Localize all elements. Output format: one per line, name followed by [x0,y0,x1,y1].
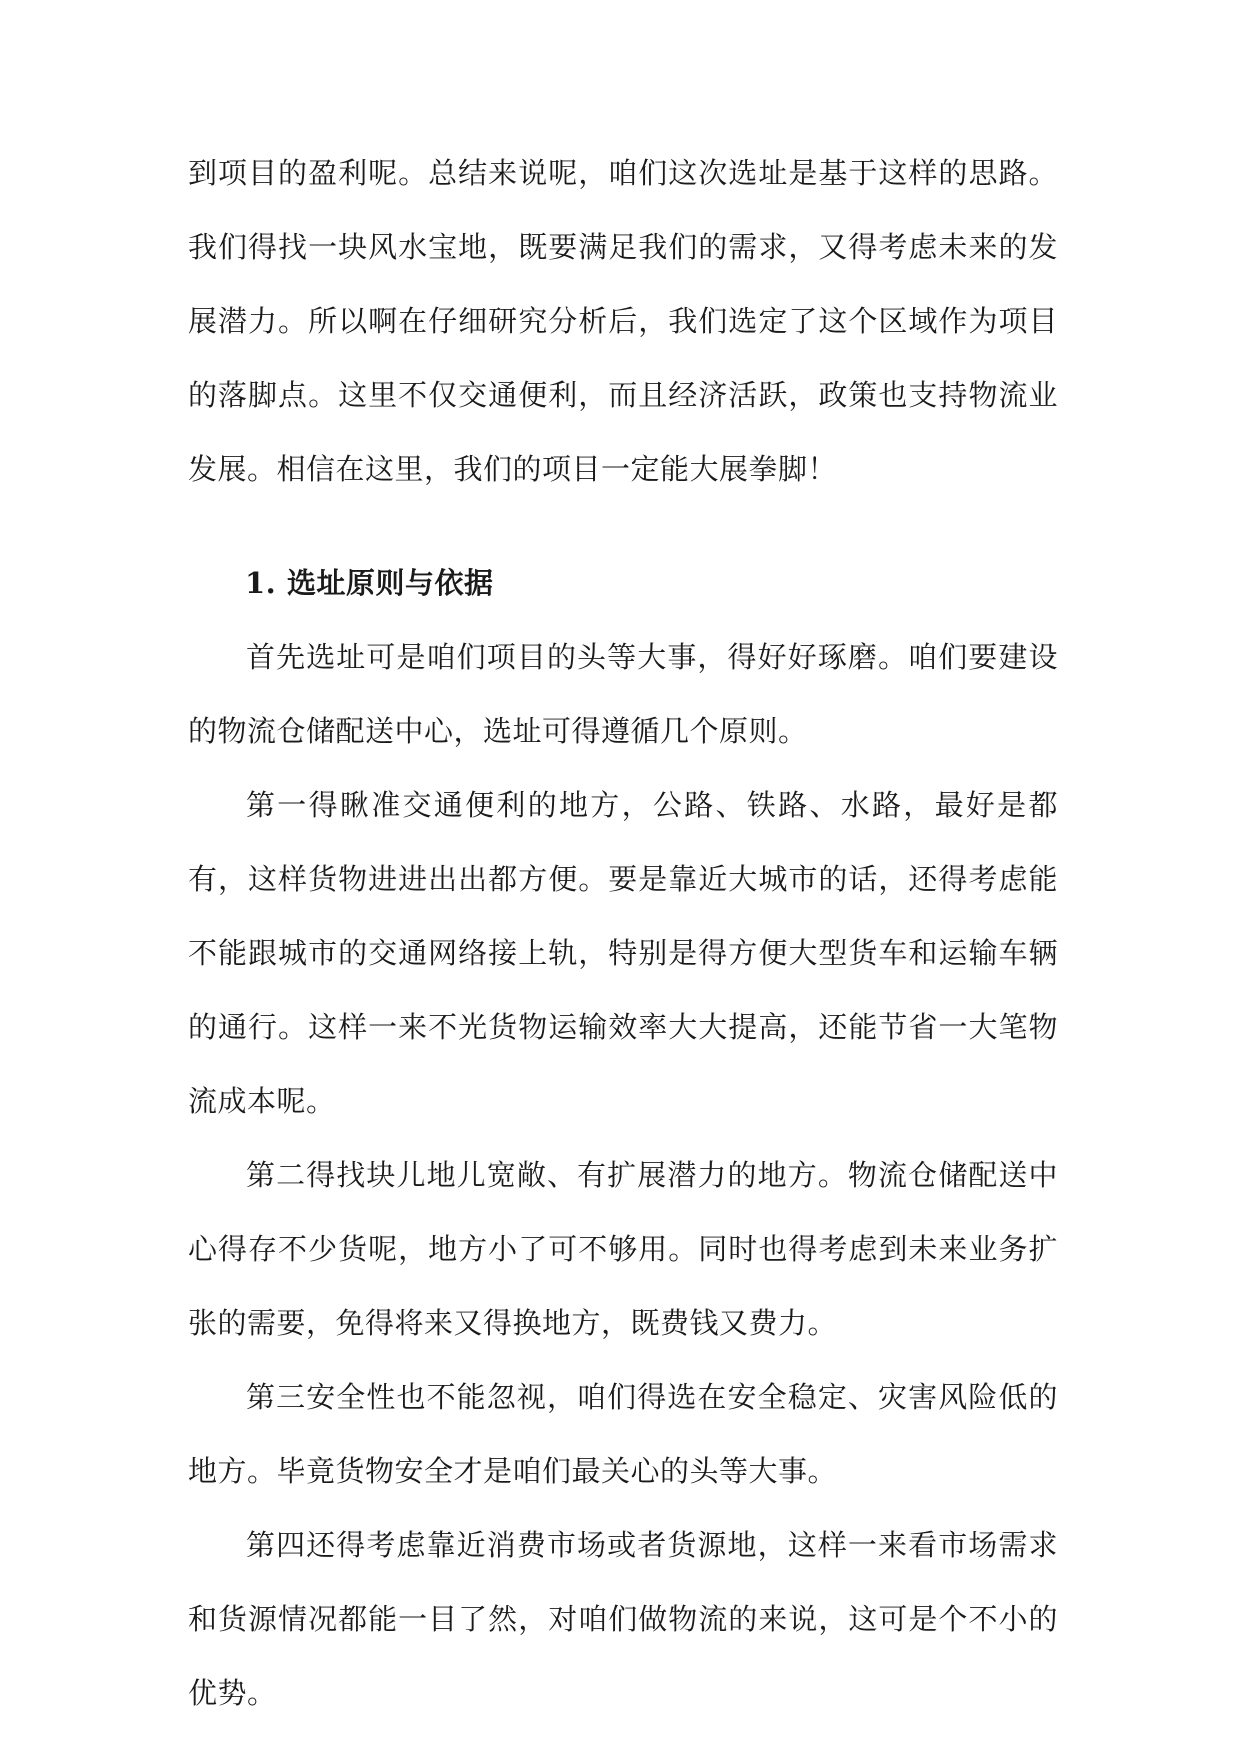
body-paragraph-1: 首先选址可是咱们项目的头等大事，得好好琢磨。咱们要建设的物流仓储配送中心，选址可得遵循几个原则。 [188,640,1058,748]
body-paragraph-4: 第三安全性也不能忽视，咱们得选在安全稳定、灾害风险低的地方。毕竟货物安全才是咱们最关心的头等大事。 [188,1380,1058,1488]
section-body [188,620,1058,1730]
section-heading [245,546,494,620]
intro-text-block [188,136,1058,506]
body-paragraph-2: 第一得瞅准交通便利的地方，公路、铁路、水路，最好是都有，这样货物进进出出都方便。要是靠近大城市的话，还得考虑能不能跟城市的交通网络接上轨，特别是得方便大型货车和运输车辆的通行。这样一来不光货物运输效率大大提高，还能节省一大笔物流成本呢。 [188,788,1058,1118]
section-title: 选址原则与依据 [287,566,494,600]
body-paragraph-3: 第二得找块儿地儿宽敞、有扩展潜力的地方。物流仓储配送中心得存不少货呢，地方小了可不够用。同时也得考虑到未来业务扩张的需要，免得将来又得换地方，既费钱又费力。 [188,1158,1058,1340]
intro-paragraph: 到项目的盈利呢。总结来说呢，咱们这次选址是基于这样的思路。我们得找一块风水宝地，既要满足我们的需求，又得考虑未来的发展潜力。所以啊在仔细研究分析后，我们选定了这个区域作为项目的落脚点。这里不仅交通便利，而且经济活跃，政策也支持物流业发展。相信在这里，我们的项目一定能大展拳脚！ [188,156,1058,486]
section-number: 1. [245,566,277,600]
body-paragraph-5: 第四还得考虑靠近消费市场或者货源地，这样一来看市场需求和货源情况都能一目了然，对咱们做物流的来说，这可是个不小的优势。 [188,1528,1058,1710]
